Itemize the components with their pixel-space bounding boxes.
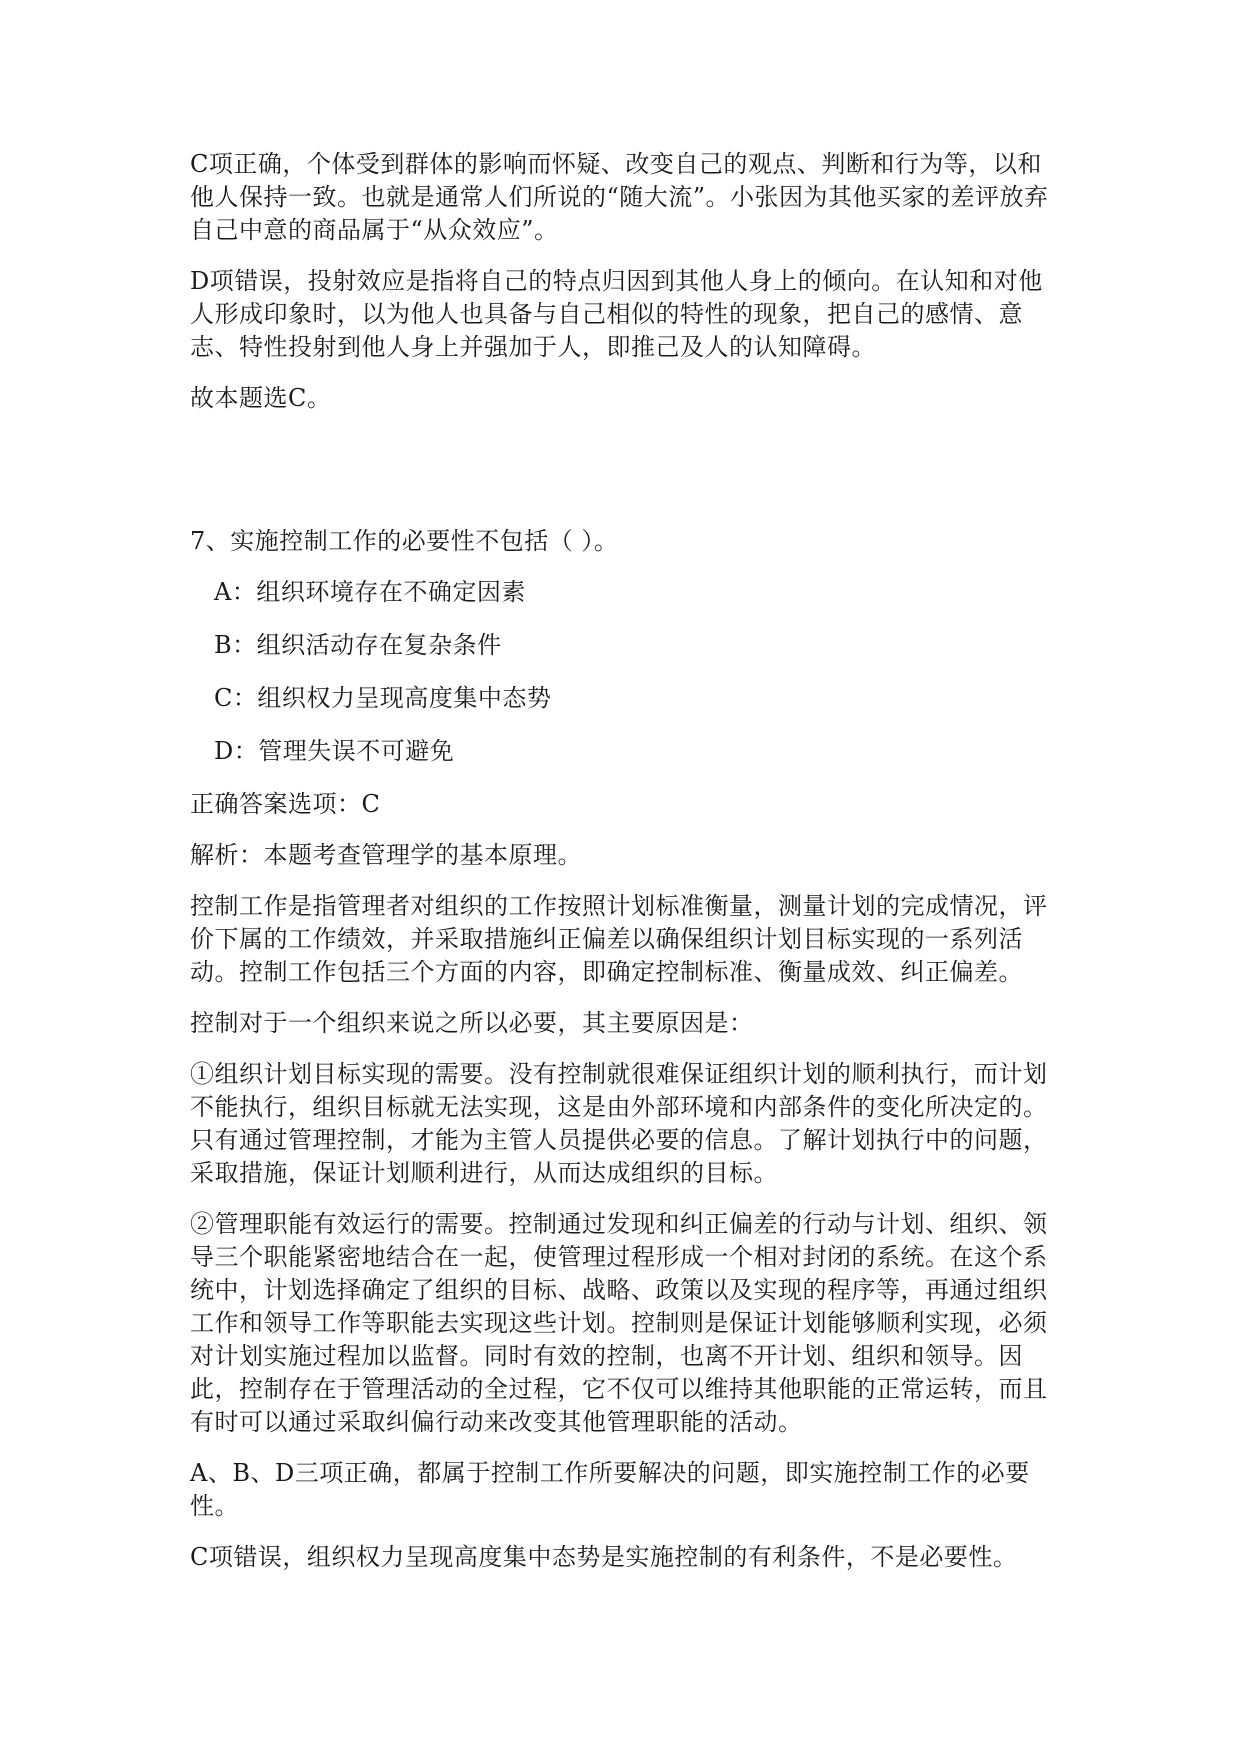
option-c: C：组织权力呈现高度集中态势	[214, 684, 552, 712]
option-b: B：组织活动存在复杂条件	[214, 631, 502, 659]
explanation-c-paragraph: C项正确，个体受到群体的影响而怀疑、改变自己的观点、判断和行为等，以和他人保持一致。也就是通常人们所说的“随大流”。小张因为其他买家的差评放弃自己中意的商品属于“从众效应”。	[190, 150, 1049, 244]
correct-answer: 正确答案选项：C	[190, 790, 381, 818]
explanation-d-paragraph: D项错误，投射效应是指将自己的特点归因到其他人身上的倾向。在认知和对他人形成印象时，以为他人也具备与自己相似的特性的现象，把自己的感情、意志、特性投射到他人身上并强加于人，即推己及人的认知障碍。	[190, 267, 1043, 361]
analysis-paragraph-definition: 控制工作是指管理者对组织的工作按照计划标准衡量，测量计划的完成情况，评价下属的工作绩效，并采取措施纠正偏差以确保组织计划目标实现的一系列活动。控制工作包括三个方面的内容，即确定控制标准、衡量成效、纠正偏差。	[190, 892, 1048, 986]
conclusion-text: 故本题选C。	[190, 384, 332, 412]
analysis-paragraph-reason-2: ②管理职能有效运行的需要。控制通过发现和纠正偏差的行动与计划、组织、领导三个职能紧密地结合在一起，使管理过程形成一个相对封闭的系统。在这个系统中，计划选择确定了组织的目标、战略、政策以及实现的程序等，再通过组织工作和领导工作等职能去实现这些计划。控制则是保证计划能够顺利实现，必须对计划实施过程加以监督。同时有效的控制，也离不开计划、组织和领导。因此，控制存在于管理活动的全过程，它不仅可以维持其他职能的正常运转，而且有时可以通过采取纠偏行动来改变其他管理职能的活动。	[190, 1210, 1048, 1436]
question-stem: 7、实施控制工作的必要性不包括（ ）。	[190, 527, 619, 555]
analysis-paragraph-reasons-intro: 控制对于一个组织来说之所以必要，其主要原因是：	[190, 1009, 754, 1037]
analysis-paragraph-reason-1: ①组织计划目标实现的需要。没有控制就很难保证组织计划的顺利执行，而计划不能执行，组织目标就无法实现，这是由外部环境和内部条件的变化所决定的。只有通过管理控制，才能为主管人员提供必要的信息。了解计划执行中的问题，采取措施，保证计划顺利进行，从而达成组织的目标。	[190, 1060, 1048, 1187]
analysis-paragraph-abd: A、B、D三项正确，都属于控制工作所要解决的问题，即实施控制工作的必要性。	[190, 1459, 1030, 1520]
option-d: D：管理失误不可避免	[214, 737, 455, 765]
analysis-intro: 解析：本题考查管理学的基本原理。	[190, 841, 582, 869]
analysis-paragraph-c: C项错误，组织权力呈现高度集中态势是实施控制的有利条件，不是必要性。	[190, 1543, 1018, 1571]
content-column	[190, 148, 1052, 1574]
option-a: A：组织环境存在不确定因素	[214, 578, 526, 606]
